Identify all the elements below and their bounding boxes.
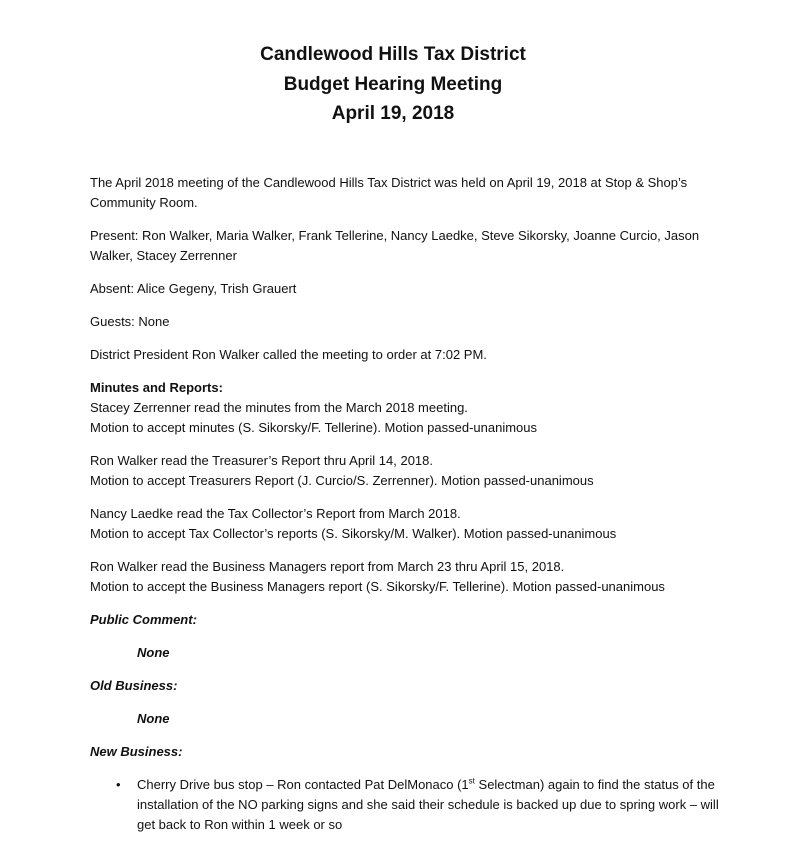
motion-line: Motion to accept Treasurers Report (J. Curcio/S. Zerrenner). Motion passed-unanimous [90,473,594,488]
public-comment-value: None [137,645,170,660]
new-business-bullet-item [90,775,730,835]
business-managers-report-block [90,557,730,597]
title-date: April 19, 2018 [331,103,455,124]
title-district: Candlewood Hills Tax District [260,44,526,65]
report-line: Ron Walker read the Business Managers report from March 23 thru April 15, 2018. [90,559,565,574]
report-line: Nancy Laedke read the Tax Collector’s Report from March 2018. [90,506,461,521]
absent-paragraph: Absent: Alice Gegeny, Trish Grauert [90,281,297,296]
report-line: Stacey Zerrenner read the minutes from the March 2018 meeting. [90,400,468,415]
minutes-reports-block [90,378,730,438]
bullet-text-part1: Cherry Drive bus stop – Ron contacted Pat DelMonaco (1 [137,777,469,792]
old-business-heading: Old Business: [90,678,178,693]
present-paragraph: Present: Ron Walker, Maria Walker, Frank Tellerine, Nancy Laedke, Steve Sikorsky, Joanne Curcio, Jason Walker, Stacey Zerrenner [90,228,700,263]
report-line: Ron Walker read the Treasurer’s Report thru April 14, 2018. [90,453,433,468]
treasurer-report-block [90,451,730,491]
title-meeting-type: Budget Hearing Meeting [283,73,503,95]
motion-line: Motion to accept the Business Managers report (S. Sikorsky/F. Tellerine). Motion passed-unanimous [90,579,665,594]
call-to-order-paragraph: District President Ron Walker called the meeting to order at 7:02 PM. [90,347,487,362]
old-business-value: None [137,711,170,726]
motion-line: Motion to accept minutes (S. Sikorsky/F. Tellerine). Motion passed-unanimous [90,420,538,435]
intro-paragraph: The April 2018 meeting of the Candlewood Hills Tax District was held on April 19, 2018 at Stop & Shop’s Community Room. [90,175,688,210]
new-business-heading: New Business: [90,744,183,759]
guests-paragraph: Guests: None [90,314,170,329]
document-title [0,40,786,129]
bullet-icon: • [116,777,121,792]
minutes-reports-heading: Minutes and Reports: [90,380,223,395]
public-comment-heading: Public Comment: [90,612,197,627]
motion-line: Motion to accept Tax Collector’s reports (S. Sikorsky/M. Walker). Motion passed-unanimous [90,526,617,541]
bullet-text-part2: Selectman) again to find the status of the installation of the NO parking signs and she said their schedule is backed up due to spring work – will get back to Ron within 1 week or so [137,777,719,832]
tax-collector-report-block [90,504,730,544]
minutes-body [90,173,730,835]
bullet-text-superscript: st [468,776,475,786]
